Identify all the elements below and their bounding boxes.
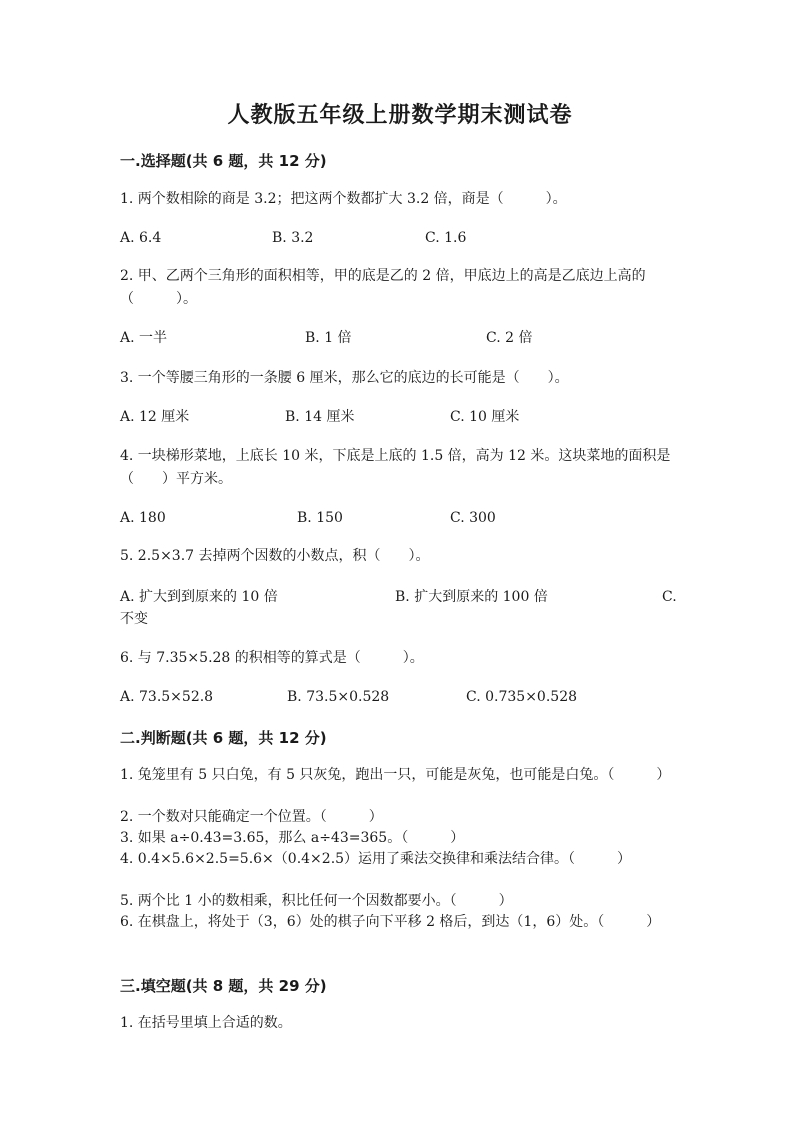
- option-a: A. 6.4: [120, 230, 162, 246]
- option-c-text: 不变: [120, 611, 148, 627]
- question-stem: 4. 一块梯形菜地，上底长 10 米，下底是上底的 1.5 倍，高为 12 米。这块菜地的面积是（ ）平方米。: [120, 448, 671, 487]
- question-stem: 5. 2.5×3.7 去掉两个因数的小数点，积（ ）。: [120, 548, 430, 564]
- question-stem: 1. 两个数相除的商是 3.2；把这两个数都扩大 3.2 倍，商是（ ）。: [120, 191, 567, 207]
- question-stem: 2. 甲、乙两个三角形的面积相等，甲的底是乙的 2 倍，甲底边上的高是乙底边上高的（ ）。: [120, 268, 646, 307]
- option-a: A. 一半: [120, 330, 168, 346]
- question-stem: 1. 在括号里填上合适的数。: [120, 1015, 292, 1031]
- judge-item: 6. 在棋盘上，将处于（3，6）处的棋子向下平移 2 格后，到达（1，6）处。（ ）: [120, 914, 661, 930]
- option-c: C. 300: [450, 510, 496, 526]
- section-heading-judge: 二.判断题(共 6 题，共 12 分): [120, 729, 327, 747]
- option-a: A. 12 厘米: [120, 409, 190, 425]
- judge-item: 5. 两个比 1 小的数相乘，积比任何一个因数都要小。（ ）: [120, 893, 513, 909]
- option-c: C. 2 倍: [486, 330, 533, 346]
- option-b: B. 扩大到原来的 100 倍: [395, 589, 548, 605]
- option-c: C. 0.735×0.528: [466, 689, 578, 705]
- judge-item: 4. 0.4×5.6×2.5=5.6×（0.4×2.5）运用了乘法交换律和乘法结合律。（ ）: [120, 851, 632, 867]
- option-a: A. 扩大到到原来的 10 倍: [120, 589, 278, 605]
- page-title: 人教版五年级上册数学期末测试卷: [227, 103, 573, 128]
- question-stem: 3. 一个等腰三角形的一条腰 6 厘米，那么它的底边的长可能是（ ）。: [120, 370, 569, 386]
- option-a: A. 73.5×52.8: [120, 689, 214, 705]
- option-a: A. 180: [120, 510, 166, 526]
- section-heading-fill: 三.填空题(共 8 题，共 29 分): [120, 977, 327, 995]
- section-heading-choice: 一.选择题(共 6 题，共 12 分): [120, 152, 327, 170]
- judge-item: 3. 如果 a÷0.43=3.65，那么 a÷43=365。（ ）: [120, 830, 465, 846]
- option-c: C. 10 厘米: [450, 409, 520, 425]
- option-b: B. 150: [297, 510, 343, 526]
- judge-item: 2. 一个数对只能确定一个位置。（ ）: [120, 809, 383, 825]
- option-b: B. 3.2: [272, 230, 314, 246]
- option-b: B. 73.5×0.528: [287, 689, 390, 705]
- judge-item: 1. 兔笼里有 5 只白兔，有 5 只灰兔，跑出一只，可能是灰兔，也可能是白兔。（ ）: [120, 767, 671, 783]
- option-c: C. 1.6: [425, 230, 467, 246]
- question-stem: 6. 与 7.35×5.28 的积相等的算式是（ ）。: [120, 650, 424, 666]
- option-b: B. 1 倍: [305, 330, 352, 346]
- option-c: C.: [662, 589, 677, 605]
- option-b: B. 14 厘米: [285, 409, 355, 425]
